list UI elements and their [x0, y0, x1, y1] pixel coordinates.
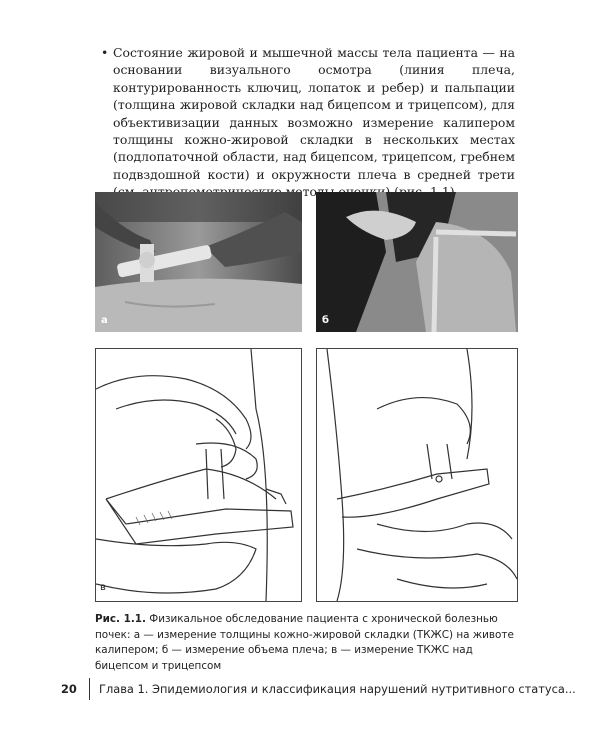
panel-letter-b: б: [322, 315, 329, 326]
running-header-chapter: Глава 1. Эпидемиология и классификация нарушений нутритивного статуса...: [99, 682, 576, 696]
figure-caption: [95, 612, 517, 674]
panel-letter-a: а: [101, 315, 108, 326]
page-footer: [61, 680, 576, 698]
bullet-mark: •: [101, 45, 109, 60]
body-paragraph-block: [101, 44, 515, 201]
body-paragraph: Состояние жировой и мышечной массы тела пациента — на основании визуального осмотра (линия плеча, контурированность ключиц, лопаток и ребер) и пальпации (толщина жировой складки над бицепсом и трицепсом), для объективизации данных возможно измерение калипером толщины кожно-жировой складки в нескольких местах (подлопаточной области, над бицепсом, трицепсом, гребнем подвздошной кости) и окружности плеча в средней трети методы: [113, 45, 515, 200]
page-number: 20: [61, 682, 77, 696]
figure-drawing-c-right: [316, 348, 518, 602]
figure-drawing-c-left: [95, 348, 302, 602]
figure-photo-a: [95, 192, 302, 332]
figure-photo-b: [316, 192, 518, 332]
figure-caption-label: Рис. 1.1.: [95, 613, 146, 625]
footer-divider: [89, 678, 90, 700]
figure-caption-text: Физикальное обследование пациента с хронической болезнью почек: а — измерение толщины кожно-жировой складки (ТКЖС) на животе калипером; б — измерение объема плеча; в — измерение ТКЖС над бицепсом и трицепсом: [95, 613, 514, 672]
panel-letter-c: в: [100, 582, 106, 593]
